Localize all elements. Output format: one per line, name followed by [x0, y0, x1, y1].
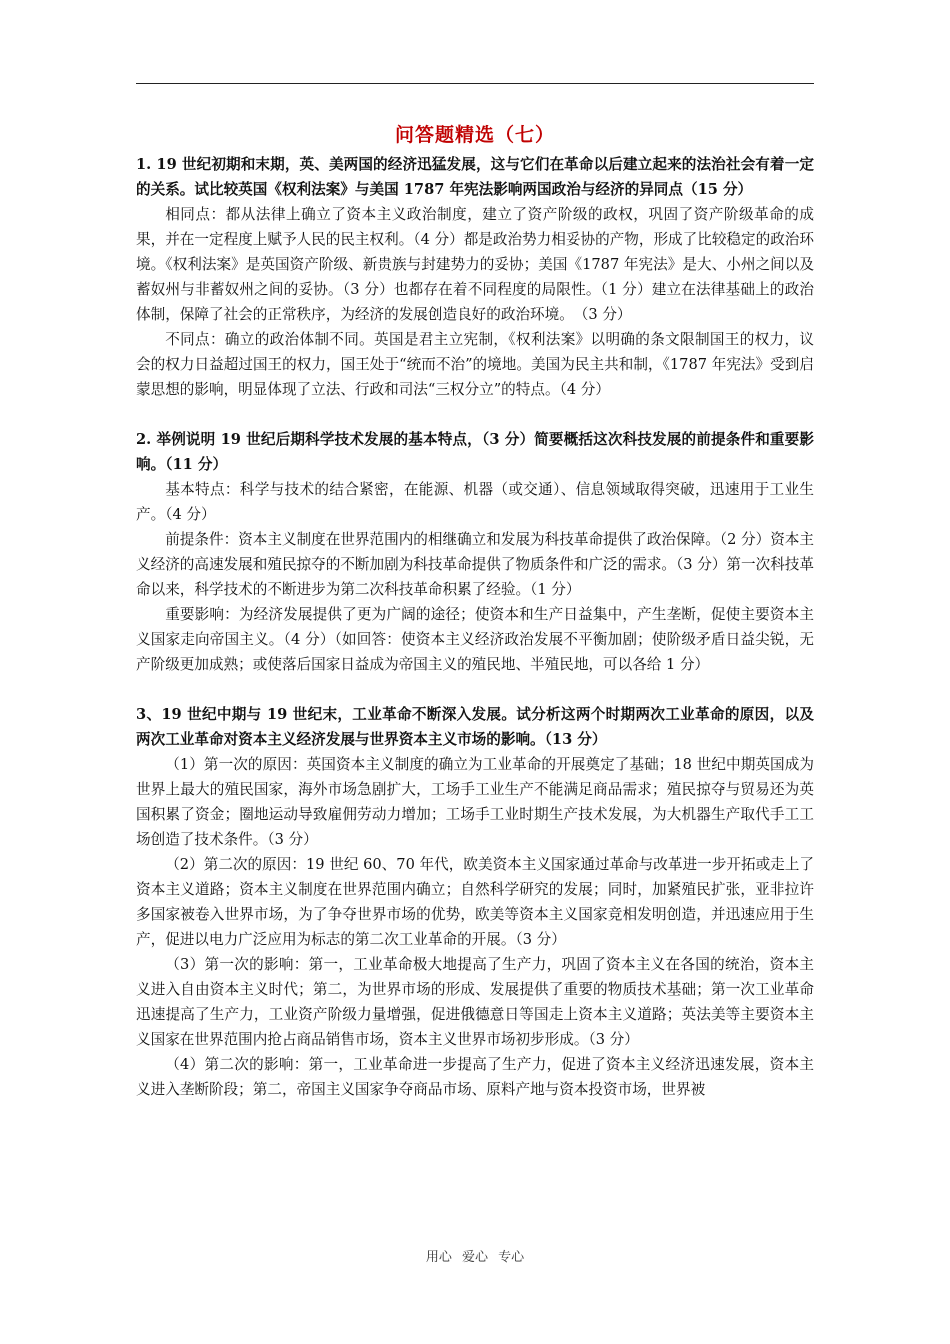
answer-paragraph: （2）第二次的原因：19 世纪 60、70 年代，欧美资本主义国家通过革命与改革进一步开拓或走上了资本主义道路；资本主义制度在世界范围内确立；自然科学研究的发展；同时，加紧殖民扩张，亚非拉许多国家被卷入世界市场，为了争夺世界市场的优势，欧美等资本主义国家竞相发明创造，并迅速应用于生产，促进以电力广泛应用为标志的第二次工业革命的开展。（3 分） — [136, 856, 814, 948]
spacer — [136, 402, 814, 427]
page-title: 问答题精选（七） — [394, 124, 555, 146]
answer-paragraph: （4）第二次的影响：第一，工业革命进一步提高了生产力，促进了资本主义经济迅速发展，资本主义进入垄断阶段；第二，帝国主义国家争夺商品市场、原料产地与资本投资市场，世界被 — [136, 1056, 814, 1098]
answer-paragraph: 基本特点：科学与技术的结合紧密，在能源、机器（或交通）、信息领域取得突破，迅速用于工业生产。（4 分） — [136, 481, 814, 523]
question-block-3 — [136, 702, 814, 1102]
answer-paragraph: 前提条件：资本主义制度在世界范围内的相继确立和发展为科技革命提供了政治保障。（2 分）资本主义经济的高速发展和殖民掠夺的不断加剧为科技革命提供了物质条件和广泛的需求。（3 分）第一次科技革命以来，科学技术的不断进步为第二次科技革命积累了经验。（1 分） — [136, 531, 814, 598]
question-text: 2. 举例说明 19 世纪后期科学技术发展的基本特点，（3 分）简要概括这次科技发展的前提条件和重要影响。（11 分） — [136, 431, 814, 473]
question-text: 3、19 世纪中期与 19 世纪末，工业革命不断深入发展。试分析这两个时期两次工业革命的原因，以及两次工业革命对资本主义经济发展与世界资本主义市场的影响。（13 分） — [136, 706, 814, 748]
answer-paragraph: （1）第一次的原因：英国资本主义制度的确立为工业革命的开展奠定了基础；18 世纪中期英国成为世界上最大的殖民国家，海外市场急剧扩大，工场手工业生产不能满足商品需求；殖民掠夺与贸易还为英国积累了资金；圈地运动导致雇佣劳动力增加；工场手工业时期生产技术发展，为大机器生产取代手工工场创造了技术条件。（3 分） — [136, 756, 814, 848]
answer-paragraph: 相同点：都从法律上确立了资本主义政治制度，建立了资产阶级的政权，巩固了资产阶级革命的成果，并在一定程度上赋予人民的民主权利。（4 分）都是政治势力相妥协的产物，形成了比较稳定的政治环境。《权利法案》是英国资产阶级、新贵族与封建势力的妥协；美国《1787 年宪法》是大、小州之间以及蓄奴州与非蓄奴州之间的妥协。（3 分）也都存在着不同程度的局限性。（1 分）建立在法律基础上的政治体制，保障了社会的正常秩序，为经济的发展创造良好的政治环境。 （3 分） — [136, 206, 814, 323]
answer-paragraph: 不同点：确立的政治体制不同。英国是君主立宪制，《权利法案》以明确的条文限制国王的权力，议会的权力日益超过国王的权力，国王处于“统而不治”的境地。美国为民主共和制，《1787 年宪法》受到启蒙思想的影响，明显体现了立法、行政和司法“三权分立”的特点。（4 分） — [136, 331, 814, 398]
answer-paragraph: （3）第一次的影响：第一，工业革命极大地提高了生产力，巩固了资本主义在各国的统治，资本主义进入自由资本主义时代；第二，为世界市场的形成、发展提供了重要的物质技术基础；第一次工业革命迅速提高了生产力，工业资产阶级力量增强，促进俄德意日等国走上资本主义道路；英法美等主要资本主义国家在世界范围内抢占商品销售市场，资本主义世界市场初步形成。（3 分） — [136, 956, 814, 1048]
header-rule — [136, 83, 814, 84]
question-block-1 — [136, 152, 814, 402]
spacer — [136, 677, 814, 702]
document-body — [136, 118, 814, 1102]
page-footer: 用心 爱心 专心 — [425, 1250, 525, 1265]
answer-paragraph: 重要影响：为经济发展提供了更为广阔的途径；使资本和生产日益集中，产生垄断，促使主要资本主义国家走向帝国主义。（4 分）（如回答：使资本主义经济政治发展不平衡加剧；使阶级矛盾日益尖锐，无产阶级更加成熟；或使落后国家日益成为帝国主义的殖民地、半殖民地，可以各给 1 分） — [136, 606, 814, 673]
question-text: 1. 19 世纪初期和末期，英、美两国的经济迅猛发展，这与它们在革命以后建立起来的法治社会有着一定的关系。试比较英国《权利法案》与美国 1787 年宪法影响两国政治与经济的异同点（15 分） — [136, 156, 814, 198]
question-block-2 — [136, 427, 814, 677]
